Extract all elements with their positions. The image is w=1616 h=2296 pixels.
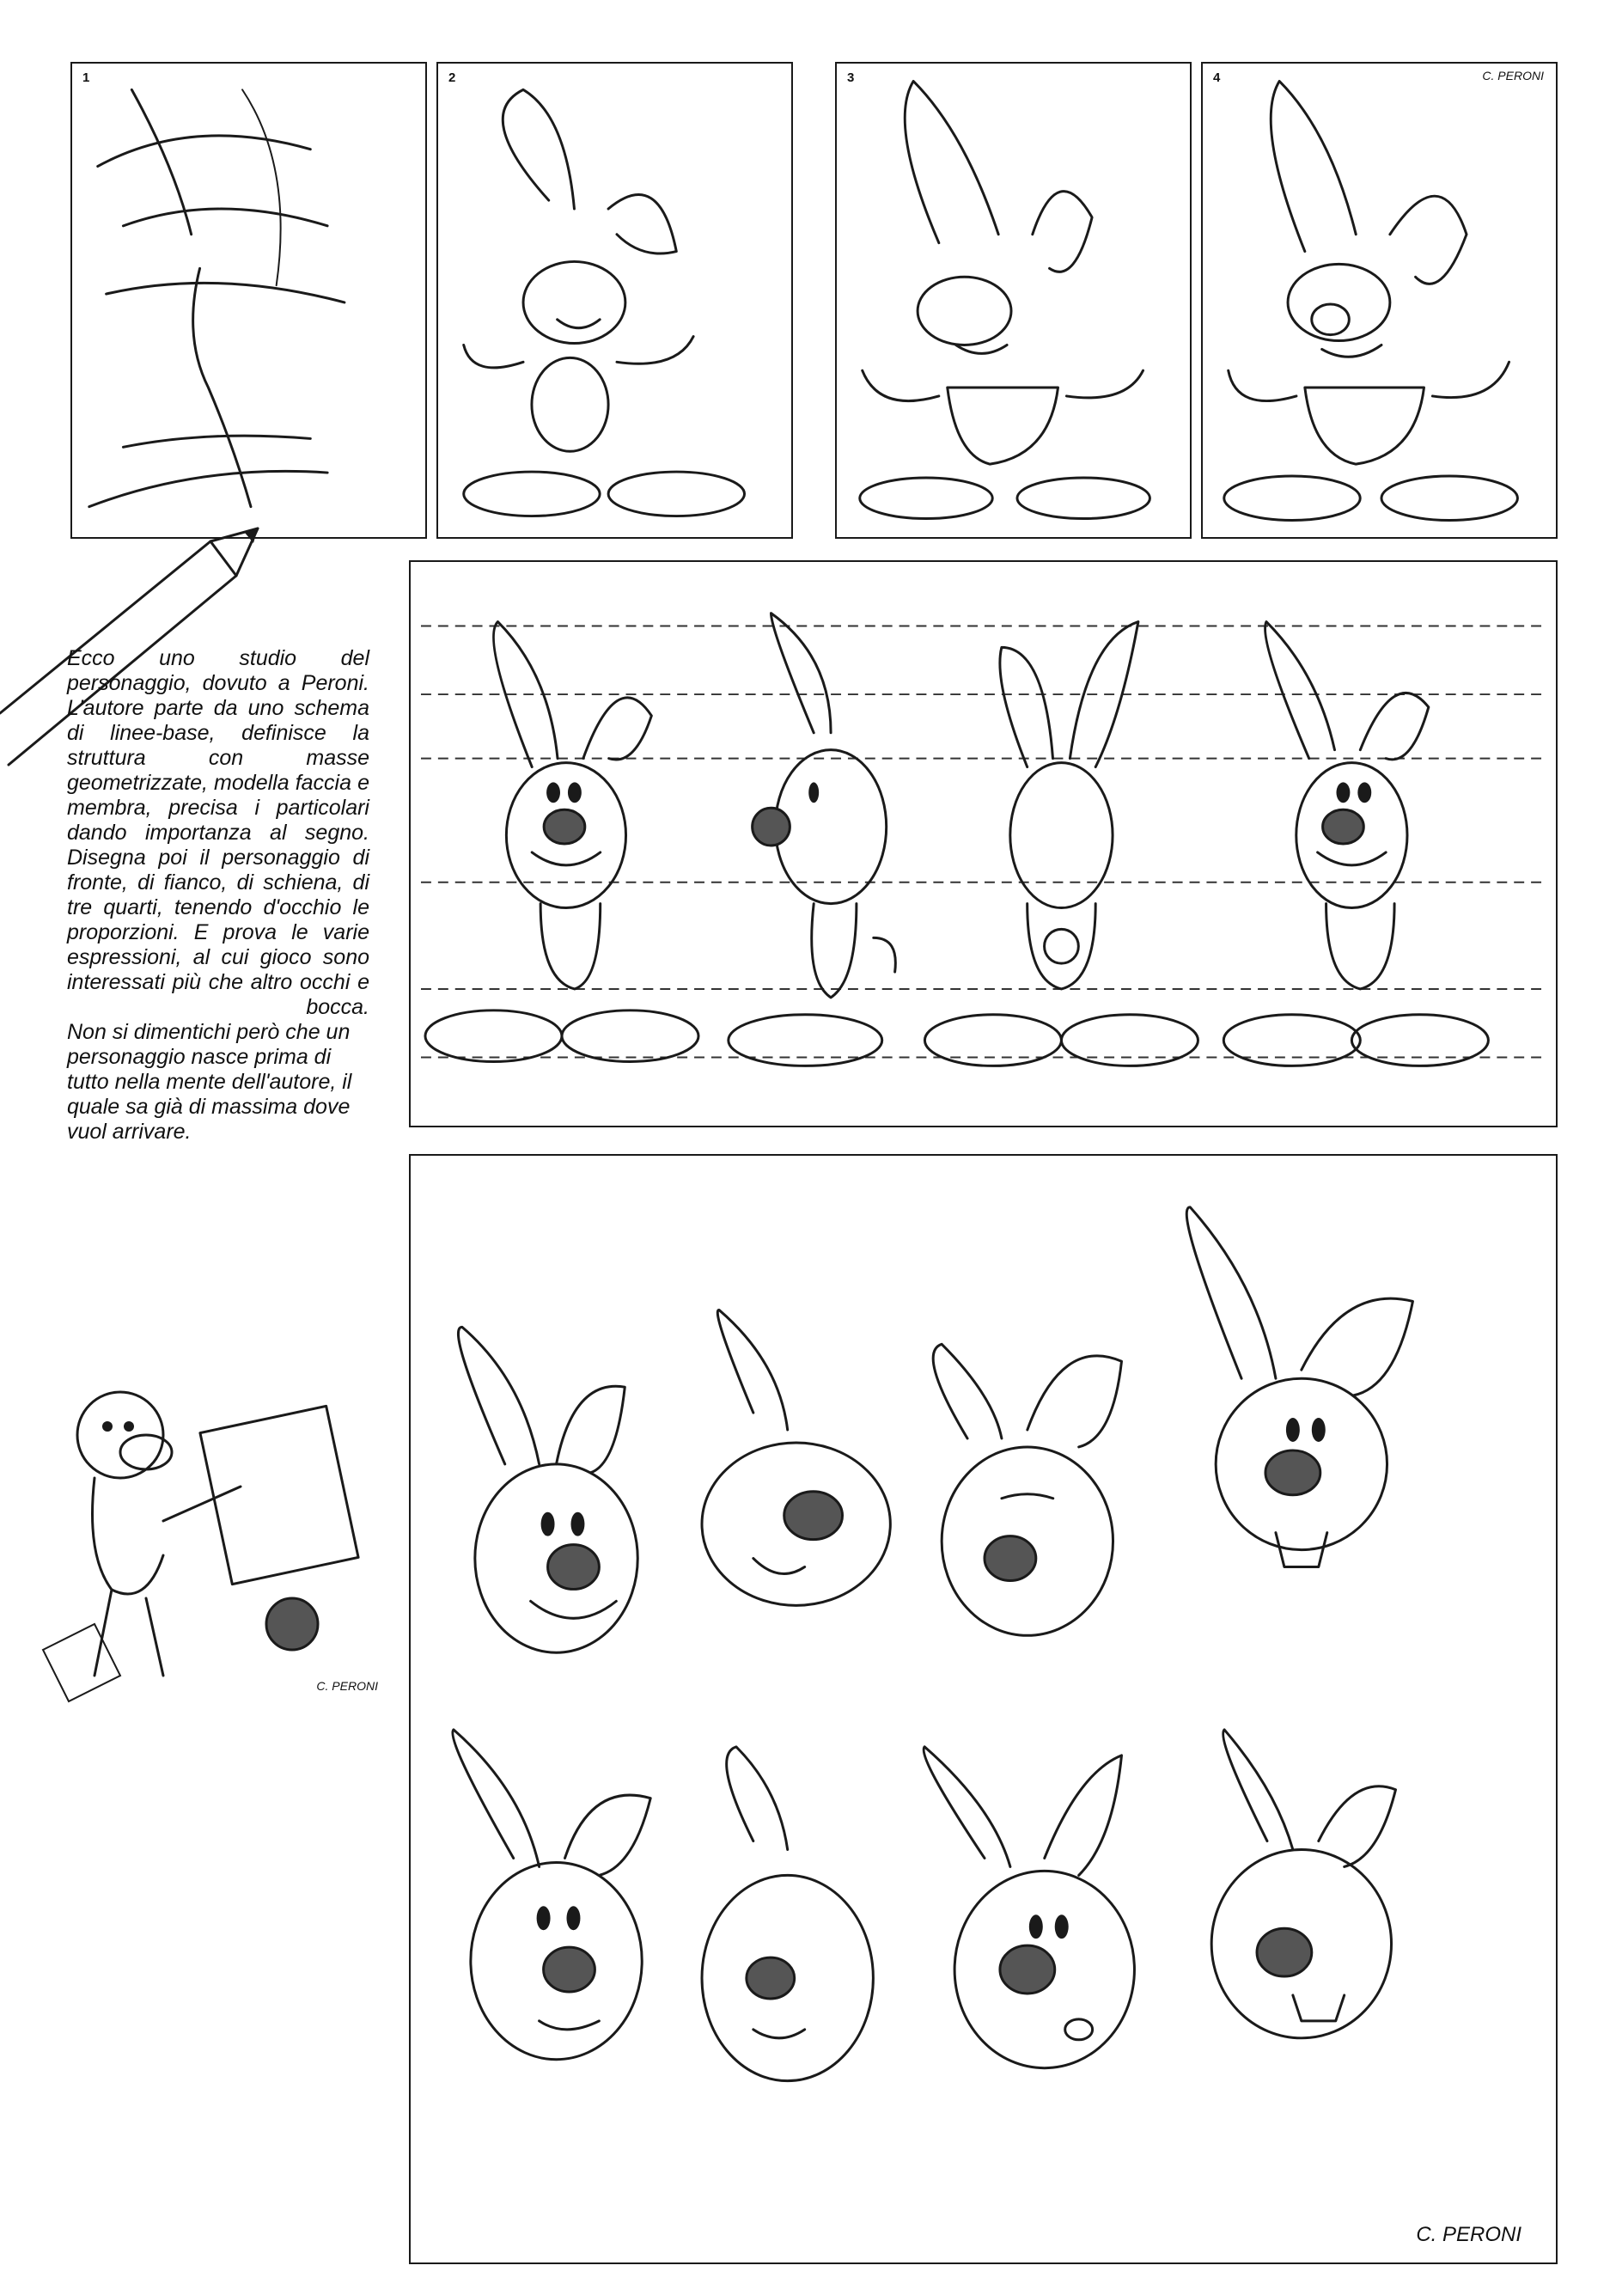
cartoonist-drawing bbox=[17, 1366, 378, 1727]
expression-head bbox=[933, 1344, 1121, 1635]
expression-head bbox=[458, 1327, 637, 1652]
refined-bunny-drawing bbox=[1203, 64, 1556, 537]
step-panel-4 bbox=[1201, 62, 1558, 539]
expression-head bbox=[702, 1747, 873, 2081]
step-number: 3 bbox=[847, 70, 855, 85]
panel-signature: C. PERONI bbox=[1482, 69, 1544, 82]
step-number: 1 bbox=[82, 70, 90, 85]
construction-lines-drawing bbox=[72, 64, 425, 537]
step-panel-2 bbox=[436, 62, 793, 539]
panel-signature: C. PERONI bbox=[1416, 2223, 1521, 2246]
structured-bunny-drawing bbox=[837, 64, 1190, 537]
step-panel-1 bbox=[70, 62, 427, 539]
step-number: 2 bbox=[448, 70, 456, 85]
expression-sheet-drawing bbox=[411, 1156, 1556, 2262]
turnaround-panel bbox=[409, 560, 1558, 1127]
three-quarter-view-bunny bbox=[1223, 622, 1488, 1066]
caption-text bbox=[67, 646, 369, 1145]
expression-head bbox=[924, 1747, 1134, 2068]
front-view-bunny bbox=[425, 622, 698, 1062]
side-view-bunny bbox=[729, 614, 896, 1066]
expressions-panel bbox=[409, 1154, 1558, 2264]
expression-head bbox=[1211, 1730, 1395, 2038]
expression-head bbox=[1186, 1207, 1412, 1567]
vignette-signature: C. PERONI bbox=[316, 1679, 378, 1693]
back-view-bunny bbox=[924, 622, 1198, 1066]
caption-paragraph: Non si dimentichi però che un personaggio nasce prima di tutto nella mente dell'autore, il quale sa già di massima dove vuol arrivare. bbox=[67, 1020, 352, 1144]
expression-head bbox=[702, 1310, 890, 1605]
cartoonist-vignette bbox=[17, 1366, 378, 1727]
expression-head bbox=[453, 1730, 650, 2060]
step-number: 4 bbox=[1213, 70, 1221, 85]
step-panel-3 bbox=[835, 62, 1192, 539]
caption-paragraph: Ecco uno studio del personaggio, dovuto a Peroni. L'autore parte da uno schema di linee-base, definisce la struttura con masse geometrizzate, modella faccia e membra, precisa i particolari dando importanza al segno. Disegna poi il personaggio di fronte, di fianco, di schiena, di tre quarti, tenendo d'occhio le proporzioni. E prova le varie espressioni, al cui gioco sono interessati più che altro occhi e bocca. bbox=[67, 646, 369, 1019]
rough-bunny-drawing bbox=[438, 64, 791, 537]
turnaround-drawing bbox=[411, 562, 1556, 1126]
